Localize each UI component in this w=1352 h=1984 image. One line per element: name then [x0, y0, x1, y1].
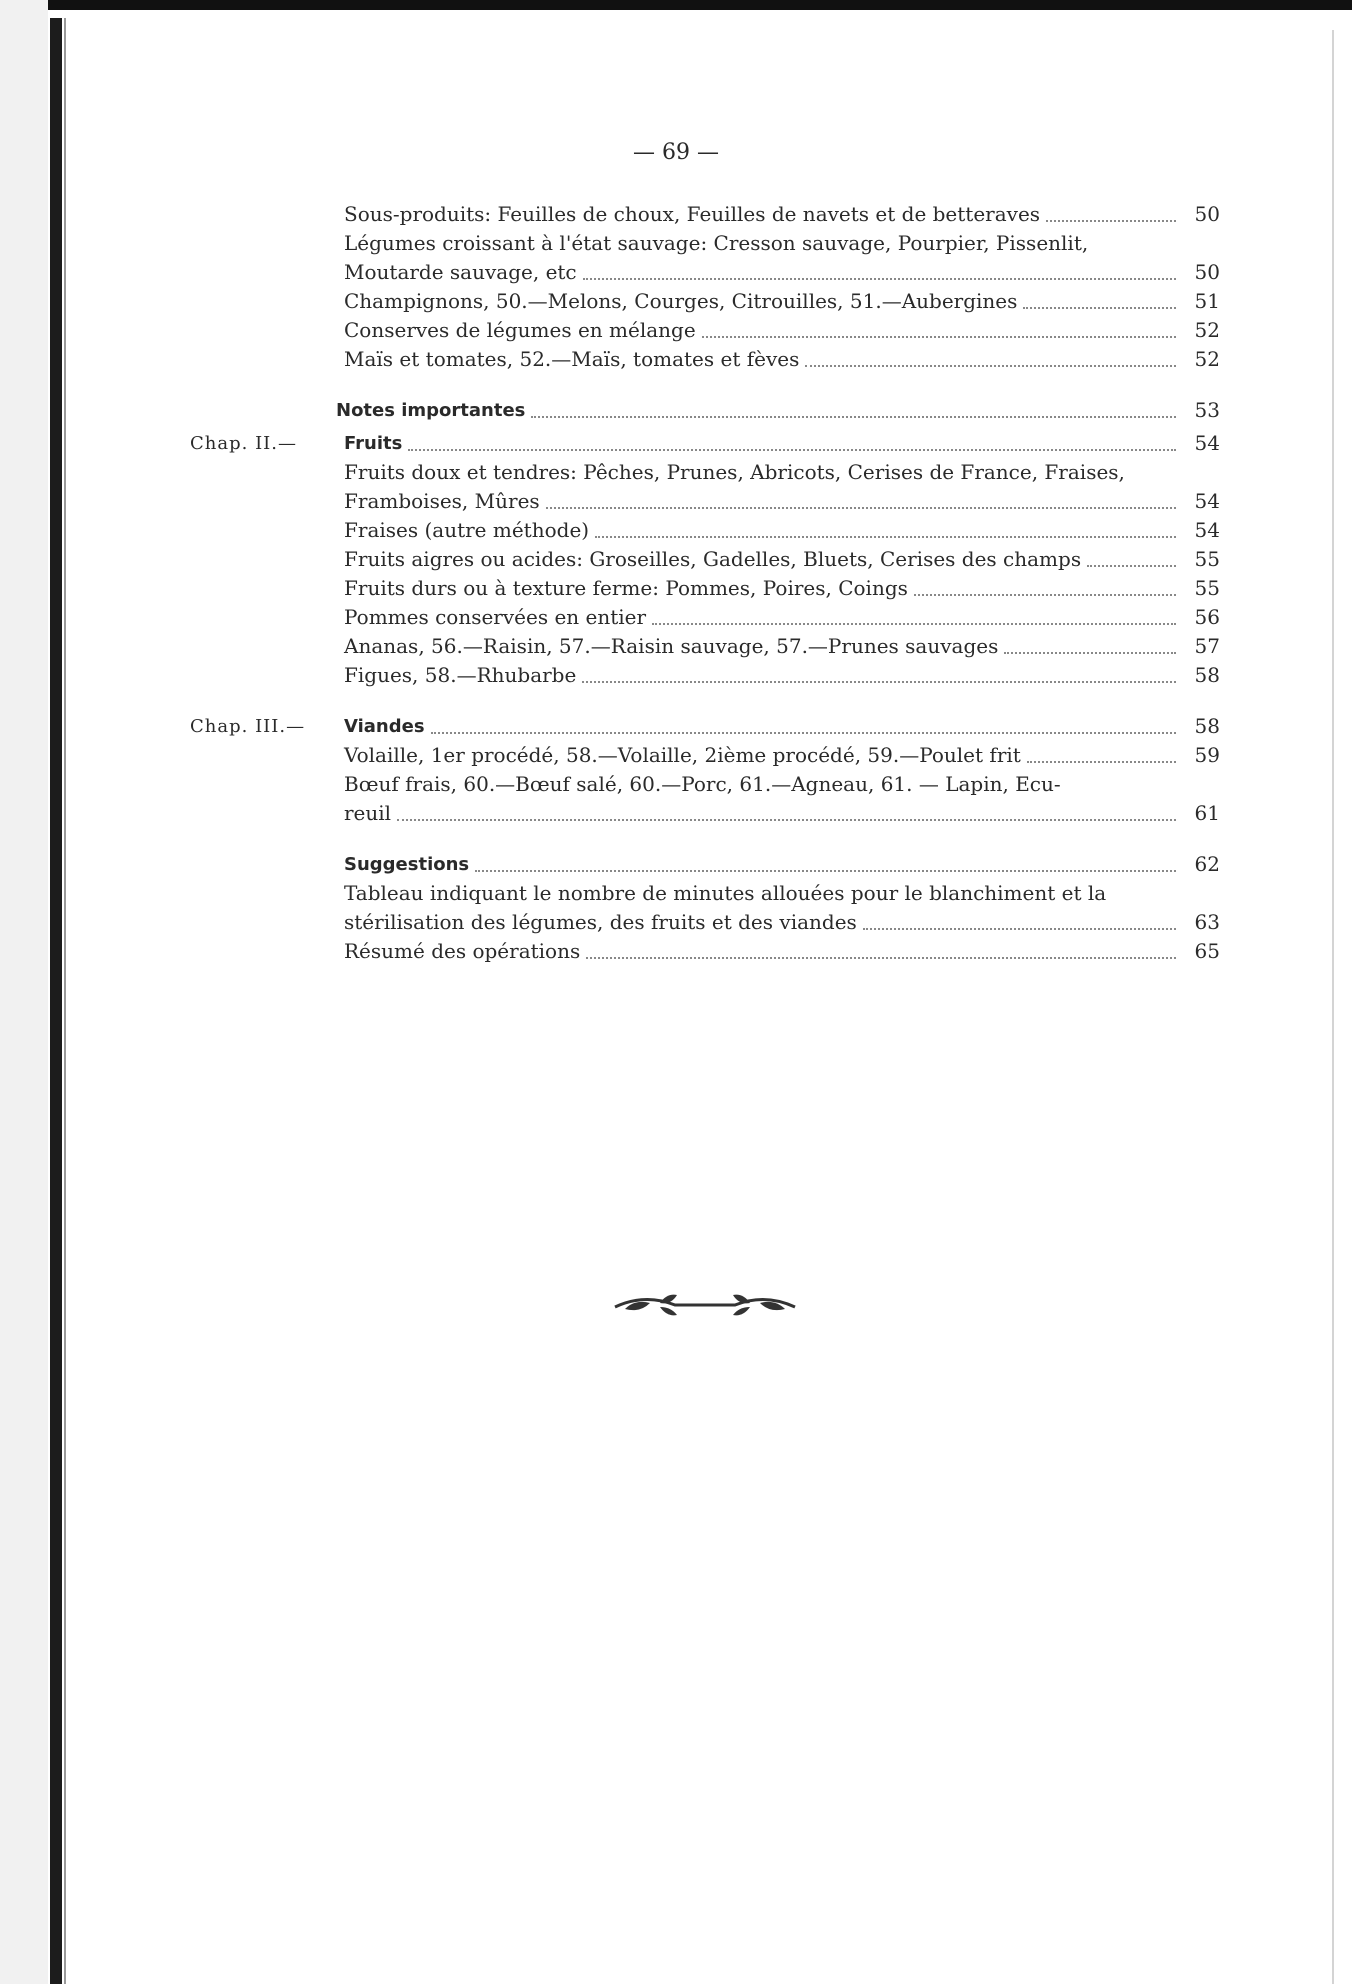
- dot-leader: [431, 732, 1176, 734]
- toc-entry-line: Tableau indiquant le nombre de minutes allouées pour le blanchiment et la: [344, 881, 1107, 905]
- toc-entry: [344, 574, 1220, 603]
- toc-entry: [344, 316, 1220, 345]
- left-margin: [0, 0, 48, 1984]
- toc-entry-page: 54: [1194, 489, 1220, 513]
- toc-entry-page: 61: [1194, 801, 1220, 825]
- toc-entry-page: 53: [1194, 398, 1220, 422]
- toc-entry-text: Framboises, Mûres: [344, 489, 540, 513]
- toc-entry: [344, 200, 1220, 229]
- toc-entry-page: 50: [1194, 260, 1220, 284]
- toc-entry: [344, 937, 1220, 966]
- dot-leader: [1087, 565, 1176, 567]
- toc-entry-page: 56: [1194, 605, 1220, 629]
- toc-section-suggestions: [344, 850, 1220, 879]
- fleuron-ornament-icon: [605, 1285, 805, 1325]
- dot-leader: [397, 819, 1176, 821]
- toc-entry: [344, 516, 1220, 545]
- toc-entry-line: Fruits doux et tendres: Pêches, Prunes, Abricots, Cerises de France, Fraises,: [344, 460, 1125, 484]
- toc-entry-text: Sous-produits: Feuilles de choux, Feuilles de navets et de betteraves: [344, 202, 1041, 226]
- toc-entry-text: Champignons, 50.—Melons, Courges, Citrouilles, 51.—Aubergines: [344, 289, 1018, 313]
- dot-leader: [531, 416, 1176, 418]
- toc-entry-text: Fraises (autre méthode): [344, 518, 590, 542]
- dot-leader: [595, 536, 1176, 538]
- dot-leader: [863, 928, 1176, 930]
- dot-leader: [914, 594, 1176, 596]
- toc-entry-page: 52: [1194, 318, 1220, 342]
- toc-entry: [344, 632, 1220, 661]
- dot-leader: [1004, 652, 1176, 654]
- toc-entry-page: 55: [1194, 547, 1220, 571]
- chapter-title: Viandes: [344, 716, 425, 737]
- toc-entry: [344, 487, 1220, 516]
- chapter-label: Chap. II.—: [190, 433, 298, 454]
- page-number: — 69 —: [633, 140, 719, 165]
- toc-entry: [344, 603, 1220, 632]
- section-title: Notes importantes: [336, 400, 526, 421]
- dot-leader: [1023, 307, 1176, 309]
- toc-entry-text: Volaille, 1er procédé, 58.—Volaille, 2ième procédé, 59.—Poulet frit: [344, 743, 1021, 767]
- toc-entry: [344, 345, 1220, 374]
- toc-entry-page: 57: [1194, 634, 1220, 658]
- dot-leader: [1046, 220, 1176, 222]
- page-edge: [1332, 30, 1334, 1984]
- section-title: Suggestions: [344, 854, 470, 875]
- chapter-label: Chap. III.—: [190, 716, 306, 737]
- book-spine-edge: [64, 18, 66, 1984]
- toc-entry-page: 63: [1194, 910, 1220, 934]
- toc-entry-line: Légumes croissant à l'état sauvage: Cresson sauvage, Pourpier, Pissenlit,: [344, 231, 1089, 255]
- toc-entry: [344, 799, 1220, 828]
- toc-section-notes: [336, 396, 1220, 425]
- toc-entry-text: Moutarde sauvage, etc: [344, 260, 577, 284]
- toc-entry-page: 54: [1194, 431, 1220, 455]
- toc-entry-page: 59: [1194, 743, 1220, 767]
- toc-entry: [344, 741, 1220, 770]
- dot-leader: [583, 278, 1176, 280]
- toc-entry-text: Maïs et tomates, 52.—Maïs, tomates et fèves: [344, 347, 800, 371]
- toc-entry-line: Bœuf frais, 60.—Bœuf salé, 60.—Porc, 61.—Agneau, 61. — Lapin, Ecu-: [344, 772, 1061, 796]
- toc-entry: [344, 258, 1220, 287]
- toc-entry-text: Ananas, 56.—Raisin, 57.—Raisin sauvage, 57.—Prunes sauvages: [344, 634, 999, 658]
- toc-entry-page: 54: [1194, 518, 1220, 542]
- toc-chapter-fruits: [190, 429, 1220, 458]
- toc-entry-page: 58: [1194, 663, 1220, 687]
- toc-entry-page: 52: [1194, 347, 1220, 371]
- dot-leader: [475, 870, 1176, 872]
- toc-entry: [344, 287, 1220, 316]
- toc-entry-page: 50: [1194, 202, 1220, 226]
- toc-entry-text: Figues, 58.—Rhubarbe: [344, 663, 577, 687]
- dot-leader: [805, 365, 1176, 367]
- toc-entry: [344, 545, 1220, 574]
- table-of-contents: [190, 200, 1220, 966]
- toc-entry: [344, 908, 1220, 937]
- toc-entry-page: 58: [1194, 714, 1220, 738]
- top-border: [0, 0, 1352, 10]
- toc-entry-page: 55: [1194, 576, 1220, 600]
- toc-entry-text: Fruits aigres ou acides: Groseilles, Gadelles, Bluets, Cerises des champs: [344, 547, 1082, 571]
- dot-leader: [586, 957, 1176, 959]
- dot-leader: [652, 623, 1176, 625]
- dot-leader: [408, 449, 1176, 451]
- toc-entry-page: 51: [1194, 289, 1220, 313]
- toc-entry: [344, 661, 1220, 690]
- toc-entry-text: reuil: [344, 801, 392, 825]
- dot-leader: [582, 681, 1176, 683]
- chapter-title: Fruits: [344, 433, 403, 454]
- toc-entry-text: Pommes conservées en entier: [344, 605, 647, 629]
- dot-leader: [546, 507, 1176, 509]
- toc-entry-text: stérilisation des légumes, des fruits et des viandes: [344, 910, 857, 934]
- toc-entry-page: 65: [1194, 939, 1220, 963]
- dot-leader: [702, 336, 1176, 338]
- toc-entry-text: Conserves de légumes en mélange: [344, 318, 696, 342]
- toc-entry-text: Résumé des opérations: [344, 939, 581, 963]
- book-spine: [50, 18, 62, 1984]
- toc-entry-text: Fruits durs ou à texture ferme: Pommes, Poires, Coings: [344, 576, 908, 600]
- toc-chapter-viandes: [190, 712, 1220, 741]
- dot-leader: [1027, 761, 1176, 763]
- toc-entry-page: 62: [1194, 852, 1220, 876]
